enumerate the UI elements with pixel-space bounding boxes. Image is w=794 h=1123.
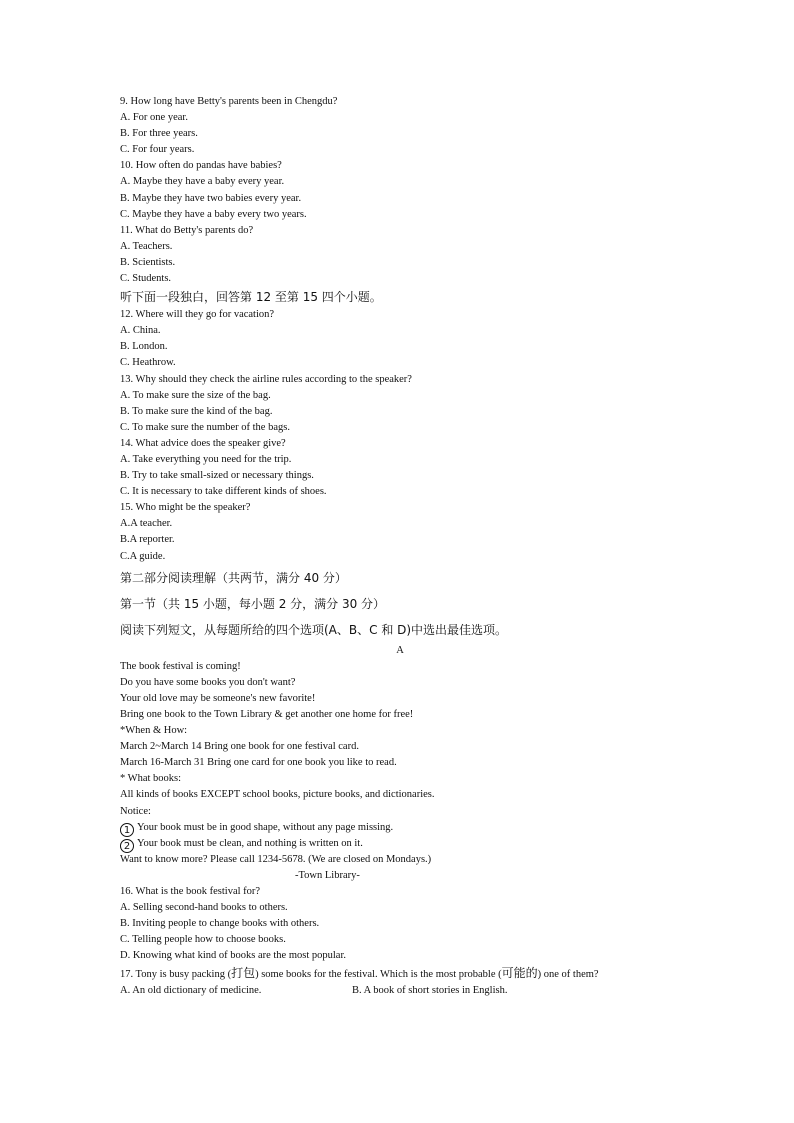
question-11-option-b: B. Scientists. bbox=[120, 256, 176, 268]
question-11-option-c: C. Students. bbox=[120, 273, 172, 285]
reading-instruction: 阅读下列短文，从每题所给的四个选项(A、B、C 和 D)中选出最佳选项。 bbox=[120, 622, 508, 637]
document-content bbox=[120, 94, 680, 999]
question-16-option-b: B. Inviting people to change books with others. bbox=[120, 918, 320, 930]
question-17-text-part-2: ) some books for the festival. Which is the most probable ( bbox=[255, 968, 502, 980]
passage-line-5: *When & How: bbox=[120, 725, 188, 737]
question-14-option-b: B. Try to take small-sized or necessary things. bbox=[120, 470, 314, 482]
passage-line-8: * What books: bbox=[120, 773, 182, 785]
circled-number-2: 2 bbox=[120, 839, 134, 853]
passage-line-7: March 16-March 31 Bring one card for one book you like to read. bbox=[120, 757, 397, 769]
question-9-option-a: A. For one year. bbox=[120, 112, 188, 124]
notice-item-2-text: Your book must be clean, and nothing is written on it. bbox=[137, 837, 363, 849]
question-15-option-b: B.A reporter. bbox=[120, 534, 175, 546]
question-17-stem bbox=[120, 965, 680, 983]
question-17-text-part-1: 17. Tony is busy packing ( bbox=[120, 968, 232, 980]
question-14-stem: 14. What advice does the speaker give? bbox=[120, 437, 286, 449]
passage-label: A bbox=[396, 644, 404, 656]
monologue-instruction: 听下面一段独白，回答第 12 至第 15 四个小题。 bbox=[120, 290, 382, 305]
passage-line-3: Your old love may be someone's new favorite! bbox=[120, 692, 316, 704]
notice-item-1 bbox=[120, 820, 680, 836]
question-11-stem: 11. What do Betty's parents do? bbox=[120, 224, 254, 236]
question-13-option-a: A. To make sure the size of the bag. bbox=[120, 389, 271, 401]
passage-line-9: All kinds of books EXCEPT school books, picture books, and dictionaries. bbox=[120, 789, 435, 801]
reading-section-title: 第一节（共 15 小题，每小题 2 分，满分 30 分） bbox=[120, 596, 386, 611]
question-9-option-c: C. For four years. bbox=[120, 144, 195, 156]
question-10-option-a: A. Maybe they have a baby every year. bbox=[120, 176, 285, 188]
question-16-option-d: D. Knowing what kind of books are the most popular. bbox=[120, 950, 347, 962]
question-17-option-b: B. A book of short stories in English. bbox=[352, 984, 508, 996]
passage-line-6: March 2~March 14 Bring one book for one festival card. bbox=[120, 741, 359, 753]
question-12-stem: 12. Where will they go for vacation? bbox=[120, 309, 275, 321]
question-9-stem: 9. How long have Betty's parents been in Chengdu? bbox=[120, 96, 338, 107]
question-11-option-a: A. Teachers. bbox=[120, 240, 173, 252]
question-10-stem: 10. How often do pandas have babies? bbox=[120, 160, 282, 172]
question-10-option-c: C. Maybe they have a baby every two years. bbox=[120, 208, 307, 220]
question-16-option-a: A. Selling second-hand books to others. bbox=[120, 902, 288, 914]
question-13-option-c: C. To make sure the number of the bags. bbox=[120, 421, 290, 433]
notice-item-1-text: Your book must be in good shape, without any page missing. bbox=[137, 821, 394, 833]
question-16-option-c: C. Telling people how to choose books. bbox=[120, 934, 286, 946]
question-17-text-part-3: ) one of them? bbox=[537, 968, 599, 980]
question-9-option-b: B. For three years. bbox=[120, 128, 198, 140]
question-17-option-a: A. An old dictionary of medicine. bbox=[120, 984, 262, 996]
question-17-gloss-2: 可能的 bbox=[501, 965, 538, 980]
passage-line-4: Bring one book to the Town Library & get another one home for free! bbox=[120, 709, 414, 720]
question-16-stem: 16. What is the book festival for? bbox=[120, 886, 261, 898]
reading-part-title: 第二部分阅读理解（共两节，满分 40 分） bbox=[120, 570, 347, 585]
passage-line-1: The book festival is coming! bbox=[120, 660, 241, 672]
notice-item-2 bbox=[120, 836, 680, 852]
question-14-option-c: C. It is necessary to take different kinds of shoes. bbox=[120, 486, 327, 498]
question-10-option-b: B. Maybe they have two babies every year. bbox=[120, 192, 302, 204]
question-15-option-c: C.A guide. bbox=[120, 550, 166, 562]
question-13-option-b: B. To make sure the kind of the bag. bbox=[120, 405, 273, 417]
question-12-option-c: C. Heathrow. bbox=[120, 357, 176, 369]
passage-notice-heading: Notice: bbox=[120, 805, 151, 817]
question-17-gloss-1: 打包 bbox=[231, 965, 256, 980]
circled-number-1: 1 bbox=[120, 823, 134, 837]
passage-signature: -Town Library- bbox=[295, 869, 360, 881]
question-15-option-a: A.A teacher. bbox=[120, 518, 173, 530]
question-12-option-b: B. London. bbox=[120, 341, 168, 353]
question-12-option-a: A. China. bbox=[120, 325, 161, 337]
question-15-stem: 15. Who might be the speaker? bbox=[120, 502, 251, 514]
question-17-options-row bbox=[120, 983, 680, 999]
question-13-stem: 13. Why should they check the airline rules according to the speaker? bbox=[120, 373, 412, 385]
passage-contact-line: Want to know more? Please call 1234-5678. (We are closed on Mondays.) bbox=[120, 853, 432, 865]
passage-line-2: Do you have some books you don't want? bbox=[120, 676, 296, 688]
question-14-option-a: A. Take everything you need for the trip. bbox=[120, 453, 292, 465]
